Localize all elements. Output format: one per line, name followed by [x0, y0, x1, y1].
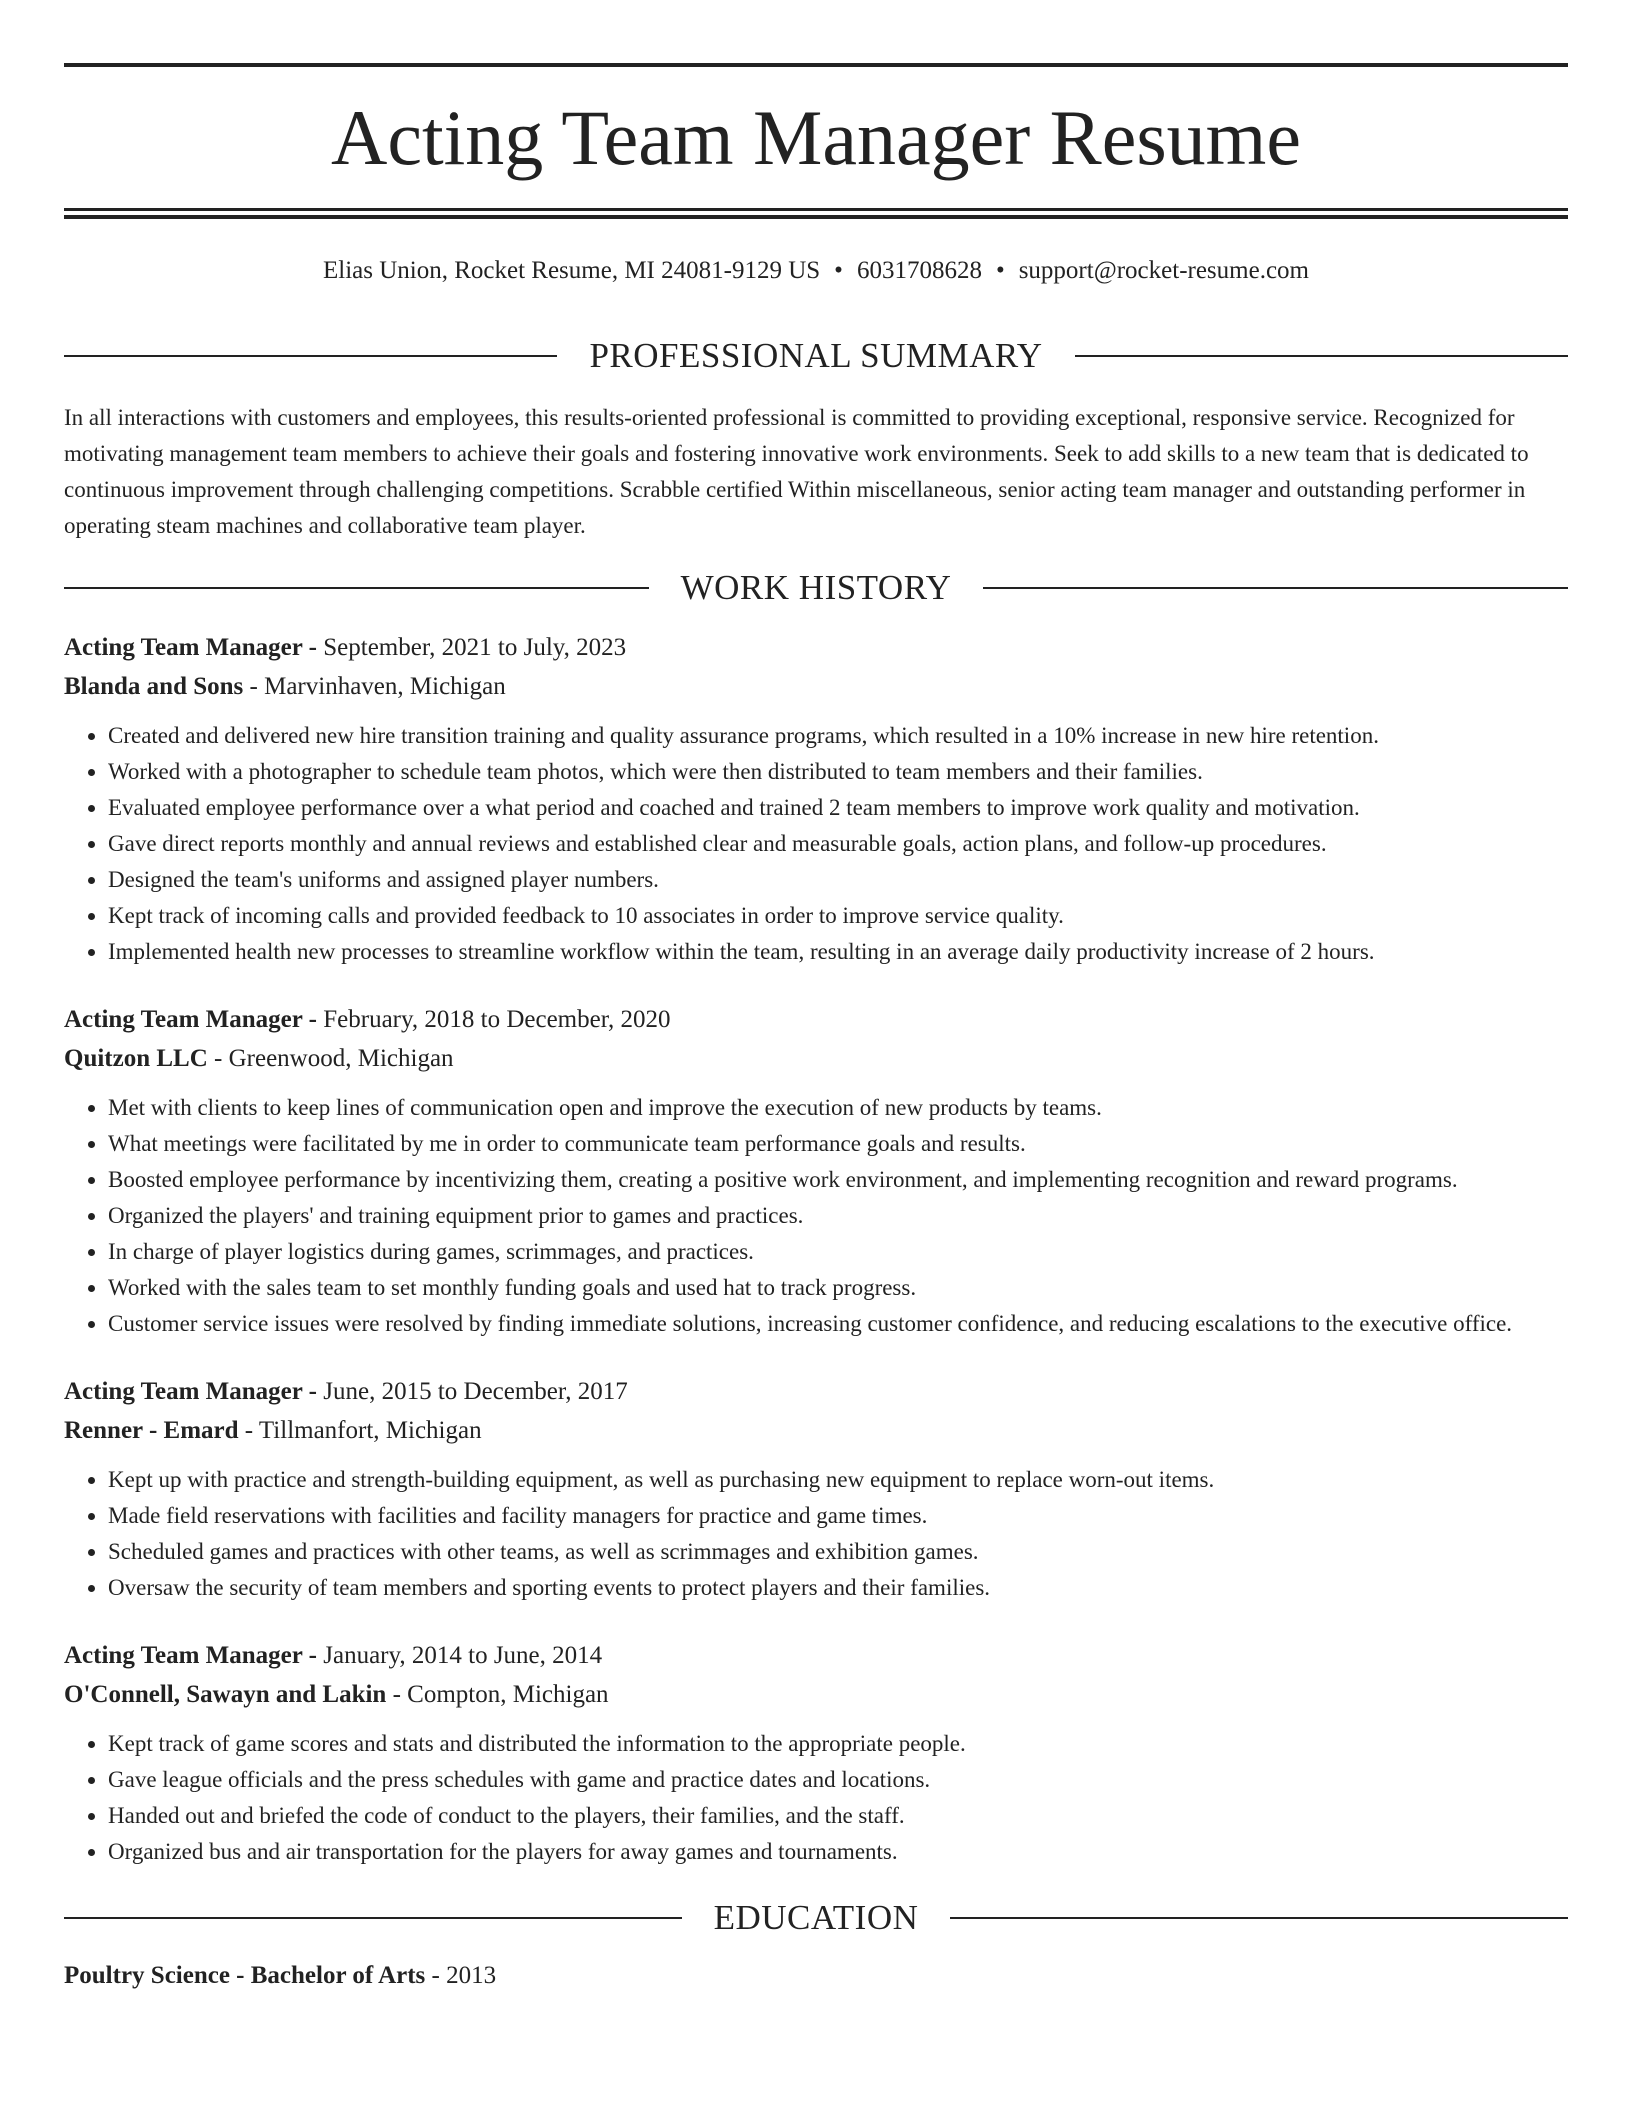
- job-company-dash: -: [207, 1045, 229, 1072]
- job-entry: [64, 628, 1568, 970]
- job-entry: [64, 1000, 1568, 1342]
- heading-rule-left: [64, 587, 649, 589]
- job-title-line: [64, 1000, 1568, 1039]
- job-duty-item: • What meetings were facilitated by me in order to communicate team performance goals and results.: [108, 1126, 1568, 1162]
- work-history-heading-label: WORK HISTORY: [680, 568, 952, 607]
- job-title-line: [64, 628, 1568, 667]
- contact-email: support@rocket-resume.com: [1018, 257, 1309, 284]
- summary-heading-label: PROFESSIONAL SUMMARY: [589, 336, 1043, 375]
- education-entry: [64, 1956, 1568, 1995]
- summary-heading: [64, 330, 1568, 382]
- job-duty-item: • In charge of player logistics during games, scrimmages, and practices.: [108, 1234, 1568, 1270]
- education-heading: [64, 1892, 1568, 1944]
- job-company-line: [64, 1039, 1568, 1078]
- job-title-line: [64, 1372, 1568, 1411]
- job-title-dash: -: [302, 1642, 324, 1669]
- job-company-dash: -: [238, 1417, 259, 1444]
- job-duty-item: • Gave direct reports monthly and annual reviews and established clear and measurable goals, action plans, and follow-up procedures.: [108, 826, 1568, 862]
- job-title: Acting Team Manager: [64, 1006, 303, 1033]
- job-location: Marvinhaven, Michigan: [264, 673, 506, 700]
- job-dates: June, 2015 to December, 2017: [323, 1378, 628, 1405]
- education-list: [64, 1956, 1568, 1995]
- resume-body: [64, 330, 1568, 1995]
- job-title-dash: -: [302, 634, 324, 661]
- job-duty-item: • Gave league officials and the press schedules with game and practice dates and locations.: [108, 1762, 1568, 1798]
- job-dates: February, 2018 to December, 2020: [323, 1006, 671, 1033]
- job-duty-item: • Created and delivered new hire transition training and quality assurance programs, which resulted in a 10% increase in new hire retention.: [108, 718, 1568, 754]
- job-title-dash: -: [302, 1006, 324, 1033]
- job-company-line: [64, 667, 1568, 706]
- job-company: Blanda and Sons: [64, 673, 244, 700]
- heading-rule-right: [983, 587, 1568, 589]
- education-heading-label: EDUCATION: [713, 1898, 919, 1937]
- job-duties-list: [64, 1090, 1568, 1342]
- job-duty-item: • Met with clients to keep lines of communication open and improve the execution of new products by teams.: [108, 1090, 1568, 1126]
- education-year: 2013: [446, 1962, 497, 1989]
- contact-separator: •: [834, 257, 843, 284]
- job-title: Acting Team Manager: [64, 1642, 303, 1669]
- job-duty-item: • Designed the team's uniforms and assigned player numbers.: [108, 862, 1568, 898]
- heading-rule-right: [1075, 355, 1568, 357]
- job-duty-item: • Kept up with practice and strength-building equipment, as well as purchasing new equipment to replace worn-out items.: [108, 1462, 1568, 1498]
- heading-rule-right: [950, 1917, 1568, 1919]
- contact-line: [64, 254, 1568, 288]
- job-duty-item: • Kept track of game scores and stats and distributed the information to the appropriate people.: [108, 1726, 1568, 1762]
- job-company-dash: -: [243, 673, 265, 700]
- top-rule: [64, 63, 1568, 67]
- job-duty-item: • Implemented health new processes to streamline workflow within the team, resulting in an average daily productivity increase of 2 hours.: [108, 934, 1568, 970]
- contact-phone: 6031708628: [856, 257, 982, 284]
- job-company: Quitzon LLC: [64, 1045, 208, 1072]
- job-title: Acting Team Manager: [64, 1378, 303, 1405]
- job-location: Tillmanfort, Michigan: [258, 1417, 482, 1444]
- job-company: O'Connell, Sawayn and Lakin: [64, 1681, 387, 1708]
- job-duty-item: • Worked with the sales team to set monthly funding goals and used hat to track progress.: [108, 1270, 1568, 1306]
- job-duties-list: [64, 718, 1568, 970]
- job-duty-item: • Scheduled games and practices with other teams, as well as scrimmages and exhibition games.: [108, 1534, 1568, 1570]
- job-title-dash: -: [302, 1378, 324, 1405]
- job-duty-item: • Oversaw the security of team members and sporting events to protect players and their families.: [108, 1570, 1568, 1606]
- job-entry: [64, 1372, 1568, 1606]
- job-entry: [64, 1636, 1568, 1870]
- job-dates: September, 2021 to July, 2023: [323, 634, 627, 661]
- job-location: Greenwood, Michigan: [228, 1045, 454, 1072]
- heading-rule-left: [64, 1917, 682, 1919]
- contact-separator: •: [995, 257, 1005, 284]
- job-title-line: [64, 1636, 1568, 1675]
- work-history-heading: [64, 562, 1568, 614]
- job-duties-list: [64, 1726, 1568, 1870]
- job-location: Compton, Michigan: [407, 1681, 609, 1708]
- education-dash: -: [425, 1962, 447, 1989]
- job-duties-list: [64, 1462, 1568, 1606]
- education-degree: Poultry Science - Bachelor of Arts: [64, 1962, 426, 1989]
- job-company: Renner - Emard: [64, 1417, 239, 1444]
- job-duty-item: • Handed out and briefed the code of conduct to the players, their families, and the staff.: [108, 1798, 1568, 1834]
- job-duty-item: • Boosted employee performance by incentivizing them, creating a positive work environment, and implementing recognition and reward programs.: [108, 1162, 1568, 1198]
- job-duty-item: • Organized bus and air transportation for the players for away games and tournaments.: [108, 1834, 1568, 1870]
- job-company-line: [64, 1675, 1568, 1714]
- job-company-line: [64, 1411, 1568, 1450]
- heading-rule-left: [64, 355, 557, 357]
- job-list: [64, 628, 1568, 1870]
- job-dates: January, 2014 to June, 2014: [323, 1642, 603, 1669]
- resume-title: Acting Team Manager Resume: [331, 94, 1301, 181]
- contact-address: Elias Union, Rocket Resume, MI 24081-9129 US: [322, 257, 821, 284]
- job-duty-item: • Organized the players' and training equipment prior to games and practices.: [108, 1198, 1568, 1234]
- job-duty-item: • Made field reservations with facilities and facility managers for practice and game times.: [108, 1498, 1568, 1534]
- job-title: Acting Team Manager: [64, 634, 303, 661]
- summary-text: In all interactions with customers and employees, this results-oriented professional is committed to providing exceptional, responsive service. Recognized for motivating management team members to achieve their goals and fostering innovative work environments. Seek to add skills to a new team that is dedicated to continuous improvement through challenging competitions. Scrabble certified Within miscellaneous, senior acting team manager and outstanding performer in operating steam machines and collaborative team player.: [64, 405, 1529, 538]
- title-double-rule: [64, 208, 1568, 219]
- job-duty-item: • Customer service issues were resolved by finding immediate solutions, increasing customer confidence, and reducing escalations to the executive office.: [108, 1306, 1568, 1342]
- job-company-dash: -: [386, 1681, 408, 1708]
- job-duty-item: • Worked with a photographer to schedule team photos, which were then distributed to team members and their families.: [108, 754, 1568, 790]
- job-duty-item: • Kept track of incoming calls and provided feedback to 10 associates in order to improve service quality.: [108, 898, 1568, 934]
- job-duty-item: • Evaluated employee performance over a what period and coached and trained 2 team members to improve work quality and motivation.: [108, 790, 1568, 826]
